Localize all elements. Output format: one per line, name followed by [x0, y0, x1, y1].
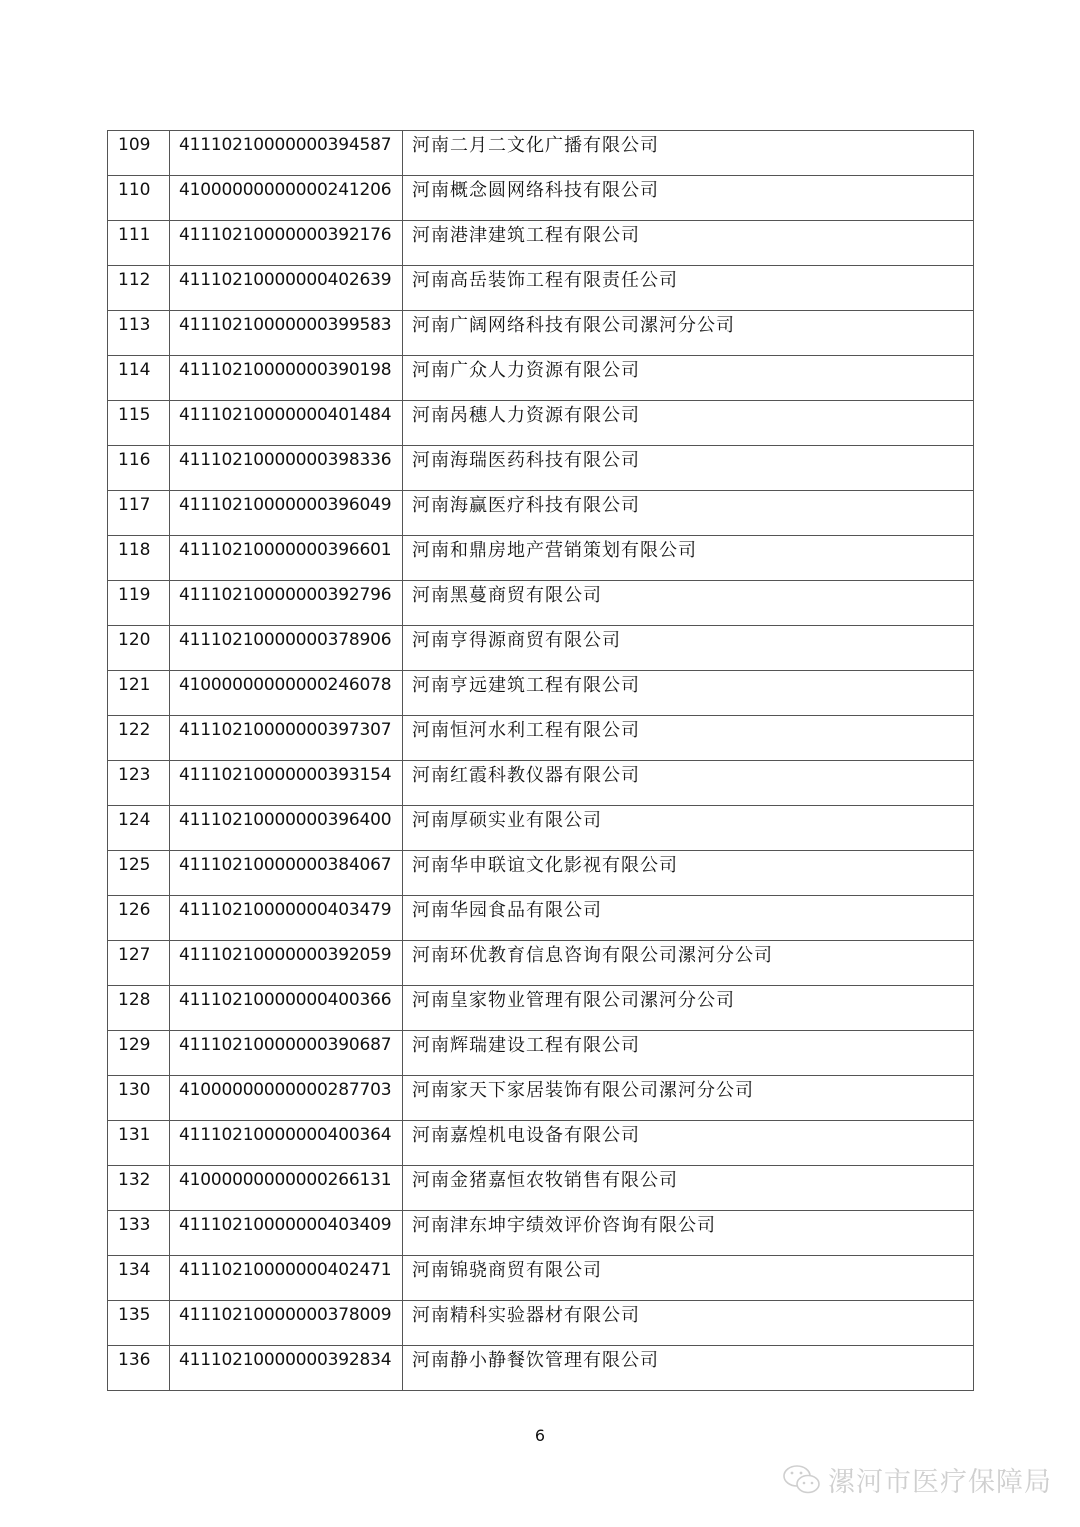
row-number: 119: [118, 585, 151, 605]
credit-code: 41110210000000378906: [179, 630, 392, 650]
row-number-cell: [108, 1031, 170, 1076]
credit-code-cell: [170, 1121, 403, 1166]
row-number-cell: [108, 671, 170, 716]
company-name: 河南恒河水利工程有限公司: [412, 720, 640, 741]
credit-code-cell: [170, 716, 403, 761]
credit-code-cell: [170, 896, 403, 941]
company-name: 河南港津建筑工程有限公司: [412, 225, 640, 246]
company-name-cell: [403, 491, 974, 536]
row-number: 121: [118, 675, 151, 695]
watermark-text: 漯河市医疗保障局: [828, 1467, 1052, 1498]
credit-code-cell: [170, 311, 403, 356]
row-number-cell: [108, 851, 170, 896]
credit-code-cell: [170, 491, 403, 536]
company-name: 河南呙穗人力资源有限公司: [412, 405, 640, 426]
row-number: 118: [118, 540, 151, 560]
company-name-cell: [403, 401, 974, 446]
row-number: 135: [118, 1305, 151, 1325]
credit-code-cell: [170, 761, 403, 806]
table-row: [108, 1211, 974, 1256]
credit-code-cell: [170, 401, 403, 446]
row-number-cell: [108, 626, 170, 671]
table-row: [108, 626, 974, 671]
credit-code-cell: [170, 1346, 403, 1391]
company-name: 河南亨远建筑工程有限公司: [412, 675, 640, 696]
company-name-cell: [403, 581, 974, 626]
company-name-cell: [403, 311, 974, 356]
credit-code: 41110210000000390687: [179, 1035, 392, 1055]
row-number: 130: [118, 1080, 151, 1100]
company-name: 河南华园食品有限公司: [412, 900, 602, 921]
company-name: 河南环优教育信息咨询有限公司漯河分公司: [412, 945, 773, 966]
table-row: [108, 1166, 974, 1211]
table-row: [108, 176, 974, 221]
table-row: [108, 446, 974, 491]
credit-code: 41110210000000400366: [179, 990, 392, 1010]
row-number: 123: [118, 765, 151, 785]
row-number: 132: [118, 1170, 151, 1190]
credit-code: 41110210000000397307: [179, 720, 392, 740]
row-number-cell: [108, 941, 170, 986]
credit-code-cell: [170, 986, 403, 1031]
company-name-cell: [403, 356, 974, 401]
credit-code: 41110210000000393154: [179, 765, 392, 785]
credit-code: 41110210000000392176: [179, 225, 392, 245]
company-name-cell: [403, 761, 974, 806]
company-name-cell: [403, 671, 974, 716]
row-number-cell: [108, 896, 170, 941]
credit-code: 41110210000000384067: [179, 855, 392, 875]
company-name-cell: [403, 446, 974, 491]
row-number: 126: [118, 900, 151, 920]
company-name: 河南红霞科教仪器有限公司: [412, 765, 640, 786]
credit-code: 41000000000000266131: [179, 1170, 392, 1190]
table-row: [108, 896, 974, 941]
credit-code: 41110210000000392834: [179, 1350, 392, 1370]
page-number: 6: [534, 1426, 546, 1445]
company-name: 河南海赢医疗科技有限公司: [412, 495, 640, 516]
table-row: [108, 851, 974, 896]
credit-code: 41110210000000403479: [179, 900, 392, 920]
credit-code-cell: [170, 1031, 403, 1076]
table-row: [108, 761, 974, 806]
credit-code: 41110210000000392796: [179, 585, 392, 605]
row-number: 115: [118, 405, 151, 425]
table-row: [108, 671, 974, 716]
company-name-cell: [403, 986, 974, 1031]
row-number-cell: [108, 491, 170, 536]
company-name-cell: [403, 851, 974, 896]
credit-code: 41110210000000378009: [179, 1305, 392, 1325]
credit-code-cell: [170, 671, 403, 716]
row-number-cell: [108, 1076, 170, 1121]
credit-code-cell: [170, 1076, 403, 1121]
row-number: 109: [118, 135, 151, 155]
credit-code-cell: [170, 1256, 403, 1301]
company-name-cell: [403, 806, 974, 851]
row-number-cell: [108, 1346, 170, 1391]
row-number-cell: [108, 311, 170, 356]
credit-code: 41000000000000246078: [179, 675, 392, 695]
credit-code: 41110210000000399583: [179, 315, 392, 335]
row-number-cell: [108, 536, 170, 581]
credit-code: 41110210000000401484: [179, 405, 392, 425]
table-row: [108, 401, 974, 446]
row-number: 112: [118, 270, 151, 290]
row-number-cell: [108, 131, 170, 176]
table-row: [108, 1076, 974, 1121]
row-number: 125: [118, 855, 151, 875]
company-name: 河南和鼎房地产营销策划有限公司: [412, 540, 697, 561]
wechat-icon: [782, 1464, 822, 1496]
credit-code-cell: [170, 131, 403, 176]
credit-code: 41110210000000403409: [179, 1215, 392, 1235]
row-number-cell: [108, 761, 170, 806]
credit-code-cell: [170, 581, 403, 626]
company-name: 河南厚硕实业有限公司: [412, 810, 602, 831]
row-number: 116: [118, 450, 151, 470]
credit-code-cell: [170, 446, 403, 491]
credit-code: 41110210000000402639: [179, 270, 392, 290]
credit-code: 41110210000000396400: [179, 810, 392, 830]
table-row: [108, 311, 974, 356]
table-row: [108, 716, 974, 761]
table-row: [108, 221, 974, 266]
company-name-cell: [403, 176, 974, 221]
credit-code: 41110210000000394587: [179, 135, 392, 155]
company-name-cell: [403, 896, 974, 941]
company-name: 河南金猪嘉恒农牧销售有限公司: [412, 1170, 678, 1191]
row-number: 133: [118, 1215, 151, 1235]
credit-code-cell: [170, 221, 403, 266]
table-row: [108, 491, 974, 536]
table-row: [108, 1301, 974, 1346]
company-name: 河南黑蔓商贸有限公司: [412, 585, 602, 606]
credit-code-cell: [170, 176, 403, 221]
company-name-cell: [403, 626, 974, 671]
company-name: 河南静小静餐饮管理有限公司: [412, 1350, 659, 1371]
table-row: [108, 1256, 974, 1301]
credit-code: 41110210000000390198: [179, 360, 392, 380]
company-name-cell: [403, 941, 974, 986]
company-name-cell: [403, 131, 974, 176]
watermark: [782, 1460, 1052, 1499]
row-number-cell: [108, 1166, 170, 1211]
company-name: 河南辉瑞建设工程有限公司: [412, 1035, 640, 1056]
row-number: 113: [118, 315, 151, 335]
company-name-cell: [403, 536, 974, 581]
row-number: 131: [118, 1125, 151, 1145]
row-number: 124: [118, 810, 151, 830]
row-number-cell: [108, 1301, 170, 1346]
row-number-cell: [108, 221, 170, 266]
credit-code-cell: [170, 851, 403, 896]
table-row: [108, 986, 974, 1031]
row-number: 129: [118, 1035, 151, 1055]
table-row: [108, 1121, 974, 1166]
credit-code: 41000000000000287703: [179, 1080, 392, 1100]
credit-code-cell: [170, 1166, 403, 1211]
row-number-cell: [108, 716, 170, 761]
table-row: [108, 536, 974, 581]
company-name: 河南家天下家居装饰有限公司漯河分公司: [412, 1080, 754, 1101]
table-row: [108, 131, 974, 176]
row-number: 110: [118, 180, 151, 200]
row-number: 120: [118, 630, 151, 650]
credit-code-cell: [170, 356, 403, 401]
row-number: 134: [118, 1260, 151, 1280]
row-number-cell: [108, 1121, 170, 1166]
credit-code: 41110210000000400364: [179, 1125, 392, 1145]
company-name: 河南高岳装饰工程有限责任公司: [412, 270, 678, 291]
credit-code-cell: [170, 1211, 403, 1256]
company-name-cell: [403, 1121, 974, 1166]
table-row: [108, 1031, 974, 1076]
row-number-cell: [108, 986, 170, 1031]
row-number-cell: [108, 401, 170, 446]
company-name-cell: [403, 221, 974, 266]
company-name: 河南锦骁商贸有限公司: [412, 1260, 602, 1281]
company-name-cell: [403, 1211, 974, 1256]
company-name: 河南嘉煌机电设备有限公司: [412, 1125, 640, 1146]
credit-code: 41110210000000398336: [179, 450, 392, 470]
row-number-cell: [108, 446, 170, 491]
table-row: [108, 581, 974, 626]
company-name: 河南华申联谊文化影视有限公司: [412, 855, 678, 876]
row-number: 114: [118, 360, 151, 380]
credit-code: 41110210000000396601: [179, 540, 392, 560]
company-name: 河南海瑞医药科技有限公司: [412, 450, 640, 471]
company-name-cell: [403, 1256, 974, 1301]
company-name: 河南皇家物业管理有限公司漯河分公司: [412, 990, 735, 1011]
credit-code: 41110210000000392059: [179, 945, 392, 965]
company-name-cell: [403, 1076, 974, 1121]
company-name-cell: [403, 1166, 974, 1211]
credit-code: 41110210000000396049: [179, 495, 392, 515]
company-table: [107, 130, 974, 1391]
row-number-cell: [108, 266, 170, 311]
row-number: 122: [118, 720, 151, 740]
table-row: [108, 266, 974, 311]
credit-code-cell: [170, 1301, 403, 1346]
company-name: 河南津东坤宇绩效评价咨询有限公司: [412, 1215, 716, 1236]
row-number: 111: [118, 225, 151, 245]
company-name: 河南广众人力资源有限公司: [412, 360, 640, 381]
company-name: 河南概念圆网络科技有限公司: [412, 180, 659, 201]
table-row: [108, 806, 974, 851]
company-name-cell: [403, 1031, 974, 1076]
credit-code: 41110210000000402471: [179, 1260, 392, 1280]
company-name: 河南二月二文化广播有限公司: [412, 135, 659, 156]
company-name-cell: [403, 1346, 974, 1391]
row-number-cell: [108, 581, 170, 626]
row-number: 127: [118, 945, 151, 965]
company-name-cell: [403, 716, 974, 761]
row-number-cell: [108, 806, 170, 851]
credit-code-cell: [170, 266, 403, 311]
company-name-cell: [403, 266, 974, 311]
row-number-cell: [108, 356, 170, 401]
row-number-cell: [108, 176, 170, 221]
table-row: [108, 356, 974, 401]
credit-code: 41000000000000241206: [179, 180, 392, 200]
company-name: 河南亨得源商贸有限公司: [412, 630, 621, 651]
table-row: [108, 1346, 974, 1391]
row-number: 136: [118, 1350, 151, 1370]
row-number-cell: [108, 1211, 170, 1256]
table-row: [108, 941, 974, 986]
row-number: 128: [118, 990, 151, 1010]
row-number: 117: [118, 495, 151, 515]
company-name-cell: [403, 1301, 974, 1346]
credit-code-cell: [170, 626, 403, 671]
credit-code-cell: [170, 536, 403, 581]
company-name: 河南精科实验器材有限公司: [412, 1305, 640, 1326]
credit-code-cell: [170, 941, 403, 986]
credit-code-cell: [170, 806, 403, 851]
row-number-cell: [108, 1256, 170, 1301]
company-name: 河南广阔网络科技有限公司漯河分公司: [412, 315, 735, 336]
